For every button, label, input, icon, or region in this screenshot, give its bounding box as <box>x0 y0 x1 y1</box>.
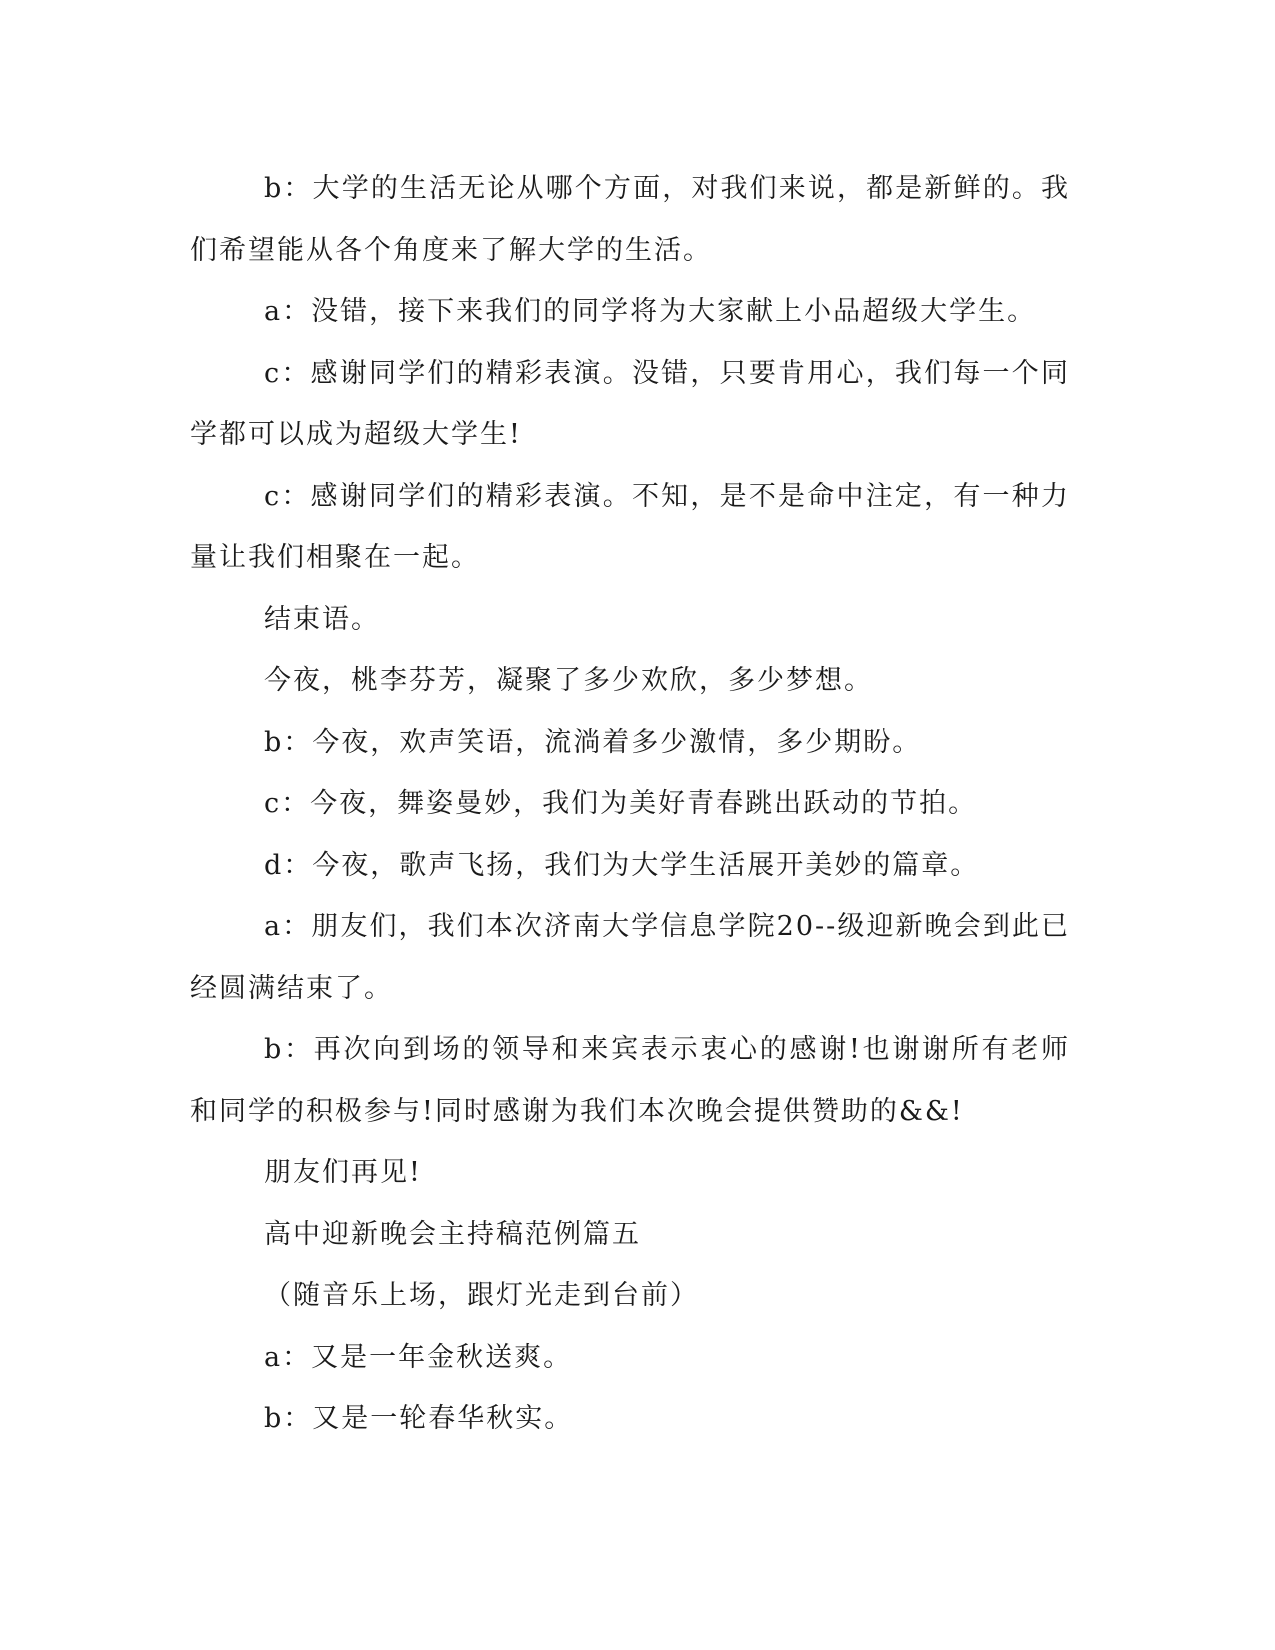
paragraph: c：感谢同学们的精彩表演。不知，是不是命中注定，有一种力量让我们相聚在一起。 <box>190 480 1070 573</box>
section-heading: 结束语。 <box>264 603 380 635</box>
section-title: 高中迎新晚会主持稿范例篇五 <box>264 1218 641 1250</box>
paragraph: 今夜，桃李芬芳，凝聚了多少欢欣，多少梦想。 <box>264 665 873 696</box>
paragraph: d：今夜，歌声飞扬，我们为大学生活展开美妙的篇章。 <box>264 849 980 881</box>
paragraph: a：没错，接下来我们的同学将为大家献上小品超级大学生。 <box>264 296 1037 327</box>
paragraph: b：大学的生活无论从哪个方面，对我们来说，都是新鲜的。我们希望能从各个角度来了解大学的生活。 <box>190 173 1070 266</box>
paragraph: c：感谢同学们的精彩表演。没错，只要肯用心，我们每一个同学都可以成为超级大学生! <box>190 357 1070 450</box>
paragraph: b：又是一轮春华秋实。 <box>264 1403 574 1434</box>
paragraph: 朋友们再见! <box>264 1157 422 1188</box>
paragraph: b：今夜，欢声笑语，流淌着多少激情，多少期盼。 <box>264 726 922 758</box>
paragraph: a：朋友们，我们本次济南大学信息学院20--级迎新晚会到此已经圆满结束了。 <box>190 911 1070 1004</box>
stage-direction: （随音乐上场，跟灯光走到台前） <box>264 1280 699 1311</box>
paragraph: c：今夜，舞姿曼妙，我们为美好青春跳出跃动的节拍。 <box>264 788 978 819</box>
paragraph: b：再次向到场的领导和来宾表示衷心的感谢!也谢谢所有老师和同学的积极参与!同时感谢为我们本次晚会提供赞助的&&! <box>190 1034 1070 1127</box>
paragraph: a：又是一年金秋送爽。 <box>264 1341 573 1373</box>
document-body <box>190 158 1070 1450</box>
